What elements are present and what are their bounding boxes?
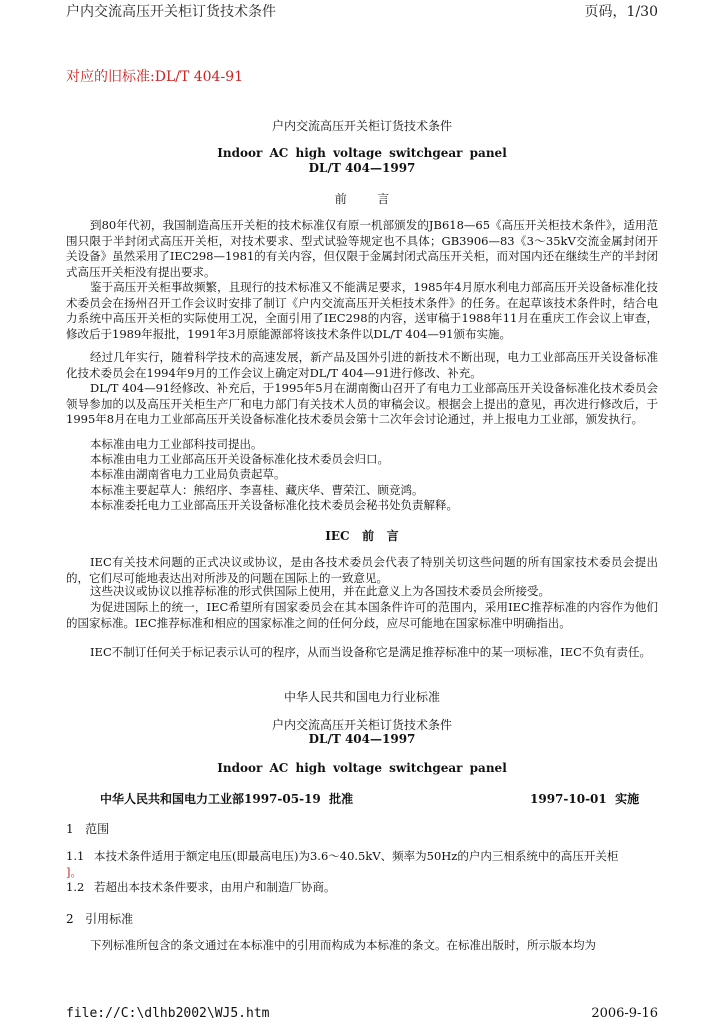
- clause-number: 1.2: [66, 880, 85, 894]
- foreword-paragraph-4: DL/T 404—91经修改、补充后，于1995年5月在湖南衡山召开了有电力工业部高压开关设备标准化技术委员会领导参加的以及高压开关柜生产厂和电力部门有关技术人员的审稿会议。根据会上提出的意见，再次进行修改后，于1995年8月在电力工业部高压开关设备标准化技术委员会第十二次年会讨论通过，并上报电力工业部，颁发执行。: [66, 381, 658, 426]
- iec-paragraph-3: 为促进国际上的统一，IEC希望所有国家委员会在其本国条件许可的范围内，采用IEC推荐标准的内容作为他们的国家标准。IEC推荐标准和相应的国家标准之间的任何分歧，应尽可能地在国家标准中明确指出。: [66, 600, 658, 630]
- approval-line: 中华人民共和国电力工业部1997-05-19 批准: [100, 792, 354, 806]
- header-title: 户内交流高压开关柜订货技术条件: [66, 4, 276, 20]
- foreword-paragraph-1: 到80年代初，我国制造高压开关柜的技术标准仅有原一机部颁发的JB618—65《高压开关柜技术条件》，适用范围只限于半封闭式高压开关柜，对技术要求、型式试验等规定也不具体；GB3906—83《3～35kV交流金属封闭开关设备》虽然采用了IEC298—1981的有关内容，但仅限于金属封闭式高压开关柜，而对国内还在继续生产的半封闭式高压开关柜没有提出要求。: [66, 218, 658, 279]
- clause-number: 1.1: [66, 849, 85, 863]
- page-number: 页码，1/30: [584, 4, 658, 20]
- footer-date: 2006-9-16: [591, 1006, 658, 1021]
- iec-foreword-heading: IEC 前 言: [325, 529, 399, 543]
- standard-code: DL/T 404—1997: [308, 732, 416, 746]
- doc-title-en: Indoor AC high voltage switchgear panel: [217, 146, 507, 160]
- foreword-note-4: 本标准主要起草人：熊绍序、李喜桂、藏庆华、曹荣江、顾竞鸿。: [90, 483, 424, 497]
- footer-path: file://C:\dlhb2002\WJ5.htm: [66, 1006, 270, 1021]
- standard-title-en: Indoor AC high voltage switchgear panel: [217, 761, 507, 775]
- iec-paragraph-4: IEC不制订任何关于标记表示认可的程序，从而当设备称它是满足推荐标准中的某一项标准，IEC不负有责任。: [90, 645, 651, 659]
- foreword-note-3: 本标准由湖南省电力工业局负责起草。: [90, 467, 286, 481]
- effective-date: 1997-10-01 实施: [530, 792, 640, 806]
- doc-title: 户内交流高压开关柜订货技术条件: [271, 119, 452, 133]
- section-1-title: 1 范围: [66, 822, 110, 836]
- foreword-note-2: 本标准由电力工业部高压开关设备标准化技术委员会归口。: [90, 452, 389, 466]
- clause-1-1: [66, 849, 658, 880]
- section-2-text: 下列标准所包含的条文通过在本标准中的引用而构成为本标准的条文。在标准出版时，所示版本均为: [90, 938, 596, 952]
- standard-title: 户内交流高压开关柜订货技术条件: [271, 718, 452, 732]
- doc-code: DL/T 404—1997: [308, 161, 416, 175]
- target-standard-link[interactable]: 对应的旧标准:DL/T 404-91: [66, 69, 244, 85]
- iec-paragraph-2: 这些决议或协议以推荐标准的形式供国际上使用，并在此意义上为各国技术委员会所接受。: [90, 584, 550, 598]
- clause-text: 若超出本技术条件要求，由用户和制造厂协商。: [94, 880, 336, 894]
- foreword-paragraph-3: 经过几年实行，随着科学技术的高速发展，新产品及国外引进的新技术不断出现，电力工业部高压开关设备标准化技术委员会在1994年9月的工作会议上确定对DL/T 404—91进行修改、补充。: [66, 350, 658, 380]
- foreword-note-1: 本标准由电力工业部科技司提出。: [90, 437, 263, 451]
- foreword-heading: 前 言: [334, 192, 390, 206]
- iec-paragraph-1: IEC有关技术问题的正式决议或协议，是由各技术委员会代表了特别关切这些问题的所有国家技术委员会提出的，它们尽可能地表达出对所涉及的问题在国际上的一致意见。: [66, 555, 658, 585]
- standard-org: 中华人民共和国电力行业标准: [283, 690, 440, 704]
- clause-text: 本技术条件适用于额定电压(即最高电压)为3.6～40.5kV、频率为50Hz的户内三相系统中的高压开关柜: [94, 849, 619, 863]
- clause-1-2: [66, 880, 658, 896]
- clause-tail: ]。: [66, 864, 82, 879]
- section-2-title: 2 引用标准: [66, 912, 134, 926]
- foreword-paragraph-2: 鉴于高压开关柜事故频繁，且现行的技术标准又不能满足要求，1985年4月原水利电力部高压开关设备标准化技术委员会在扬州召开工作会议时安排了制订《户内交流高压开关柜技术条件》的任务。在起草该技术条件时，结合电力系统中高压开关柜的实际使用工况，全面引用了IEC298的内容，送审稿于1988年11月在重庆工作会议上审查，修改后于1989年报批，1991年3月原能源部将该技术条件以DL/T 404—91颁布实施。: [66, 280, 658, 341]
- foreword-note-5: 本标准委托电力工业部高压开关设备标准化技术委员会秘书处负责解释。: [90, 498, 458, 512]
